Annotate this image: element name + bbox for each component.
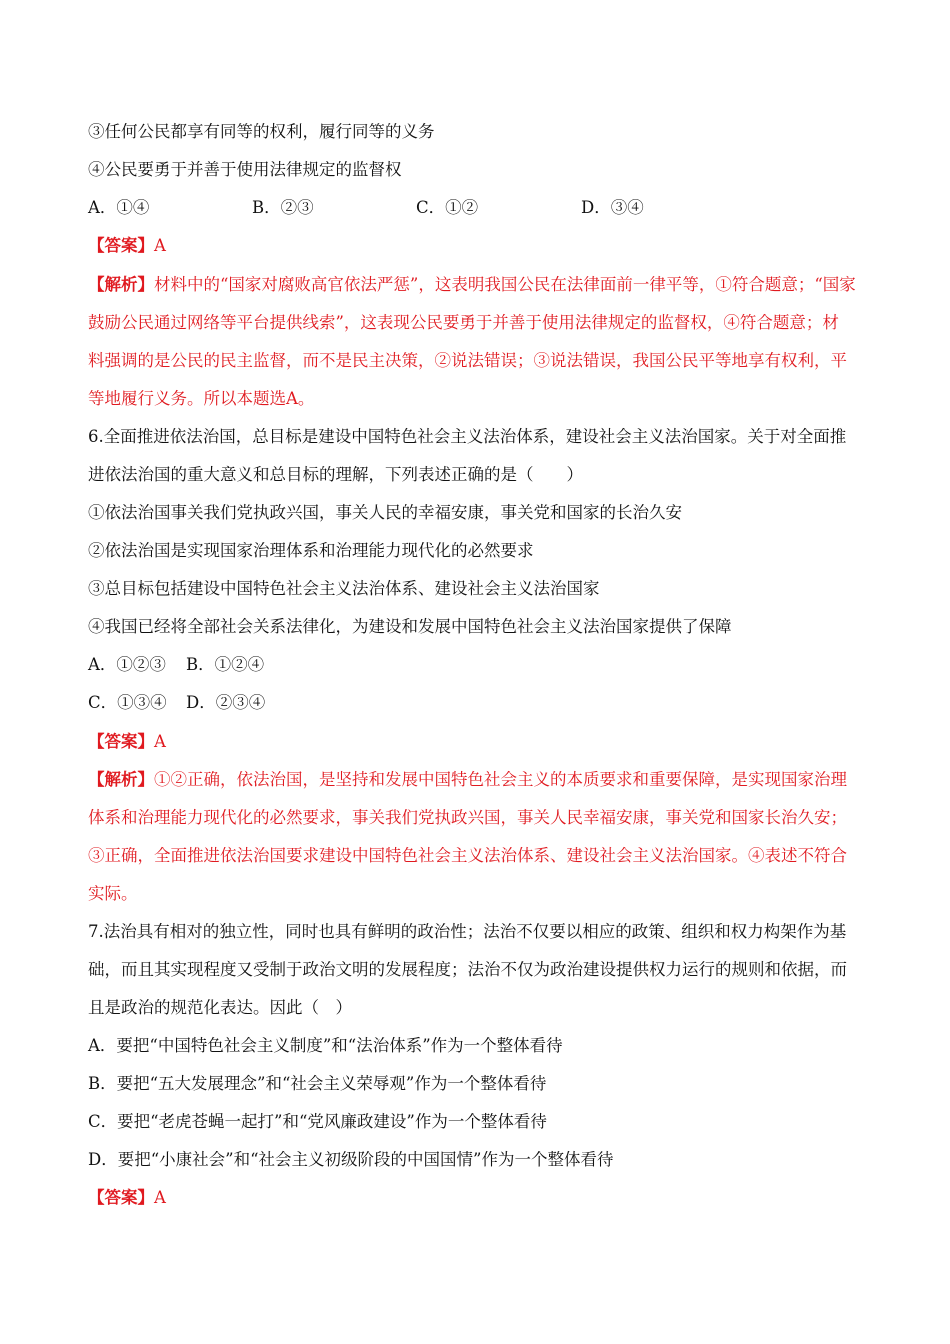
q5-answer-label: 【答案】 (88, 236, 154, 255)
q6-analysis-label: 【解析】 (88, 770, 154, 789)
q6-statement-1: ①依法治国事关我们党执政兴国，事关人民的幸福安康，事关党和国家的长治久安 (88, 503, 682, 522)
q6-analysis-line-2: 体系和治理能力现代化的必然要求，事关我们党执政兴国，事关人民幸福安康，事关党和国家长治久安； (88, 808, 847, 827)
q7-answer-label: 【答案】 (88, 1188, 154, 1207)
q6-analysis-line-3: ③正确，全面推进依法治国要求建设中国特色社会主义法治体系、建设社会主义法治国家。④表述不符合 (88, 846, 847, 865)
q7-stem-line-2: 础，而且其实现程度又受制于政治文明的发展程度；法治不仅为政治建设提供权力运行的规则和依据，而 (88, 960, 847, 979)
q5-option-b: B．②③ (252, 198, 314, 217)
q6-options-row-1 (88, 655, 388, 675)
q6-option-b: B．①②④ (186, 655, 265, 674)
q5-analysis-line-4: 等地履行义务。所以本题选A。 (88, 389, 315, 408)
q5-option-c: C．①② (416, 198, 479, 217)
q6-options-row-2 (88, 693, 388, 713)
q5-answer (88, 236, 166, 256)
q7-option-d: D．要把“小康社会”和“社会主义初级阶段的中国国情”作为一个整体看待 (88, 1150, 614, 1169)
q6-answer-label: 【答案】 (88, 732, 154, 751)
q5-analysis-label: 【解析】 (88, 275, 154, 294)
q6-statement-3: ③总目标包括建设中国特色社会主义法治体系、建设社会主义法治国家 (88, 579, 600, 598)
q6-analysis-line-1: 【解析】①②正确，依法治国，是坚持和发展中国特色社会主义的本质要求和重要保障，是实现国家治理 (88, 770, 847, 789)
q7-option-b: B．要把“五大发展理念”和“社会主义荣辱观”作为一个整体看待 (88, 1074, 547, 1093)
q6-option-d: D．②③④ (186, 693, 266, 712)
q7-answer (88, 1188, 166, 1208)
q7-stem-line-3: 且是政治的规范化表达。因此（ ） (88, 998, 352, 1017)
q6-option-c: C．①③④ (88, 693, 167, 712)
q5-option-d: D．③④ (581, 198, 644, 217)
q5-options (88, 198, 688, 218)
q5-statement-4: ④公民要勇于并善于使用法律规定的监督权 (88, 160, 402, 179)
q7-option-c: C．要把“老虎苍蝇一起打”和“党风廉政建设”作为一个整体看待 (88, 1112, 547, 1131)
q7-answer-value: A (154, 1188, 166, 1207)
q6-stem-line-1: 6.全面推进依法治国，总目标是建设中国特色社会主义法治体系，建设社会主义法治国家。关于对全面推 (88, 427, 847, 446)
q6-option-a: A．①②③ (88, 655, 166, 674)
q5-analysis-line-2: 鼓励公民通过网络等平台提供线索”，这表现公民要勇于并善于使用法律规定的监督权，④符合题意；材 (88, 313, 839, 332)
q7-option-a: A．要把“中国特色社会主义制度”和“法治体系”作为一个整体看待 (88, 1036, 563, 1055)
q6-stem-line-2: 进依法治国的重大意义和总目标的理解，下列表述正确的是（ ） (88, 465, 583, 484)
q5-analysis-line-3: 料强调的是公民的民主监督，而不是民主决策，②说法错误；③说法错误，我国公民平等地享有权利，平 (88, 351, 847, 370)
q5-statement-3: ③任何公民都享有同等的权利，履行同等的义务 (88, 122, 435, 141)
q6-statement-4: ④我国已经将全部社会关系法律化，为建设和发展中国特色社会主义法治国家提供了保障 (88, 617, 732, 636)
q6-statement-2: ②依法治国是实现国家治理体系和治理能力现代化的必然要求 (88, 541, 534, 560)
q5-answer-value: A (154, 236, 166, 255)
q5-analysis-line-1: 【解析】材料中的“国家对腐败高官依法严惩”，这表明我国公民在法律面前一律平等，①符合题意；“国家 (88, 275, 856, 294)
q7-stem-line-1: 7.法治具有相对的独立性，同时也具有鲜明的政治性；法治不仅要以相应的政策、组织和权力构架作为基 (88, 922, 847, 941)
q5-option-a: A．①④ (88, 198, 150, 217)
q6-answer-value: A (154, 732, 166, 751)
q6-answer (88, 732, 166, 752)
q6-analysis-line-4: 实际。 (88, 884, 138, 903)
